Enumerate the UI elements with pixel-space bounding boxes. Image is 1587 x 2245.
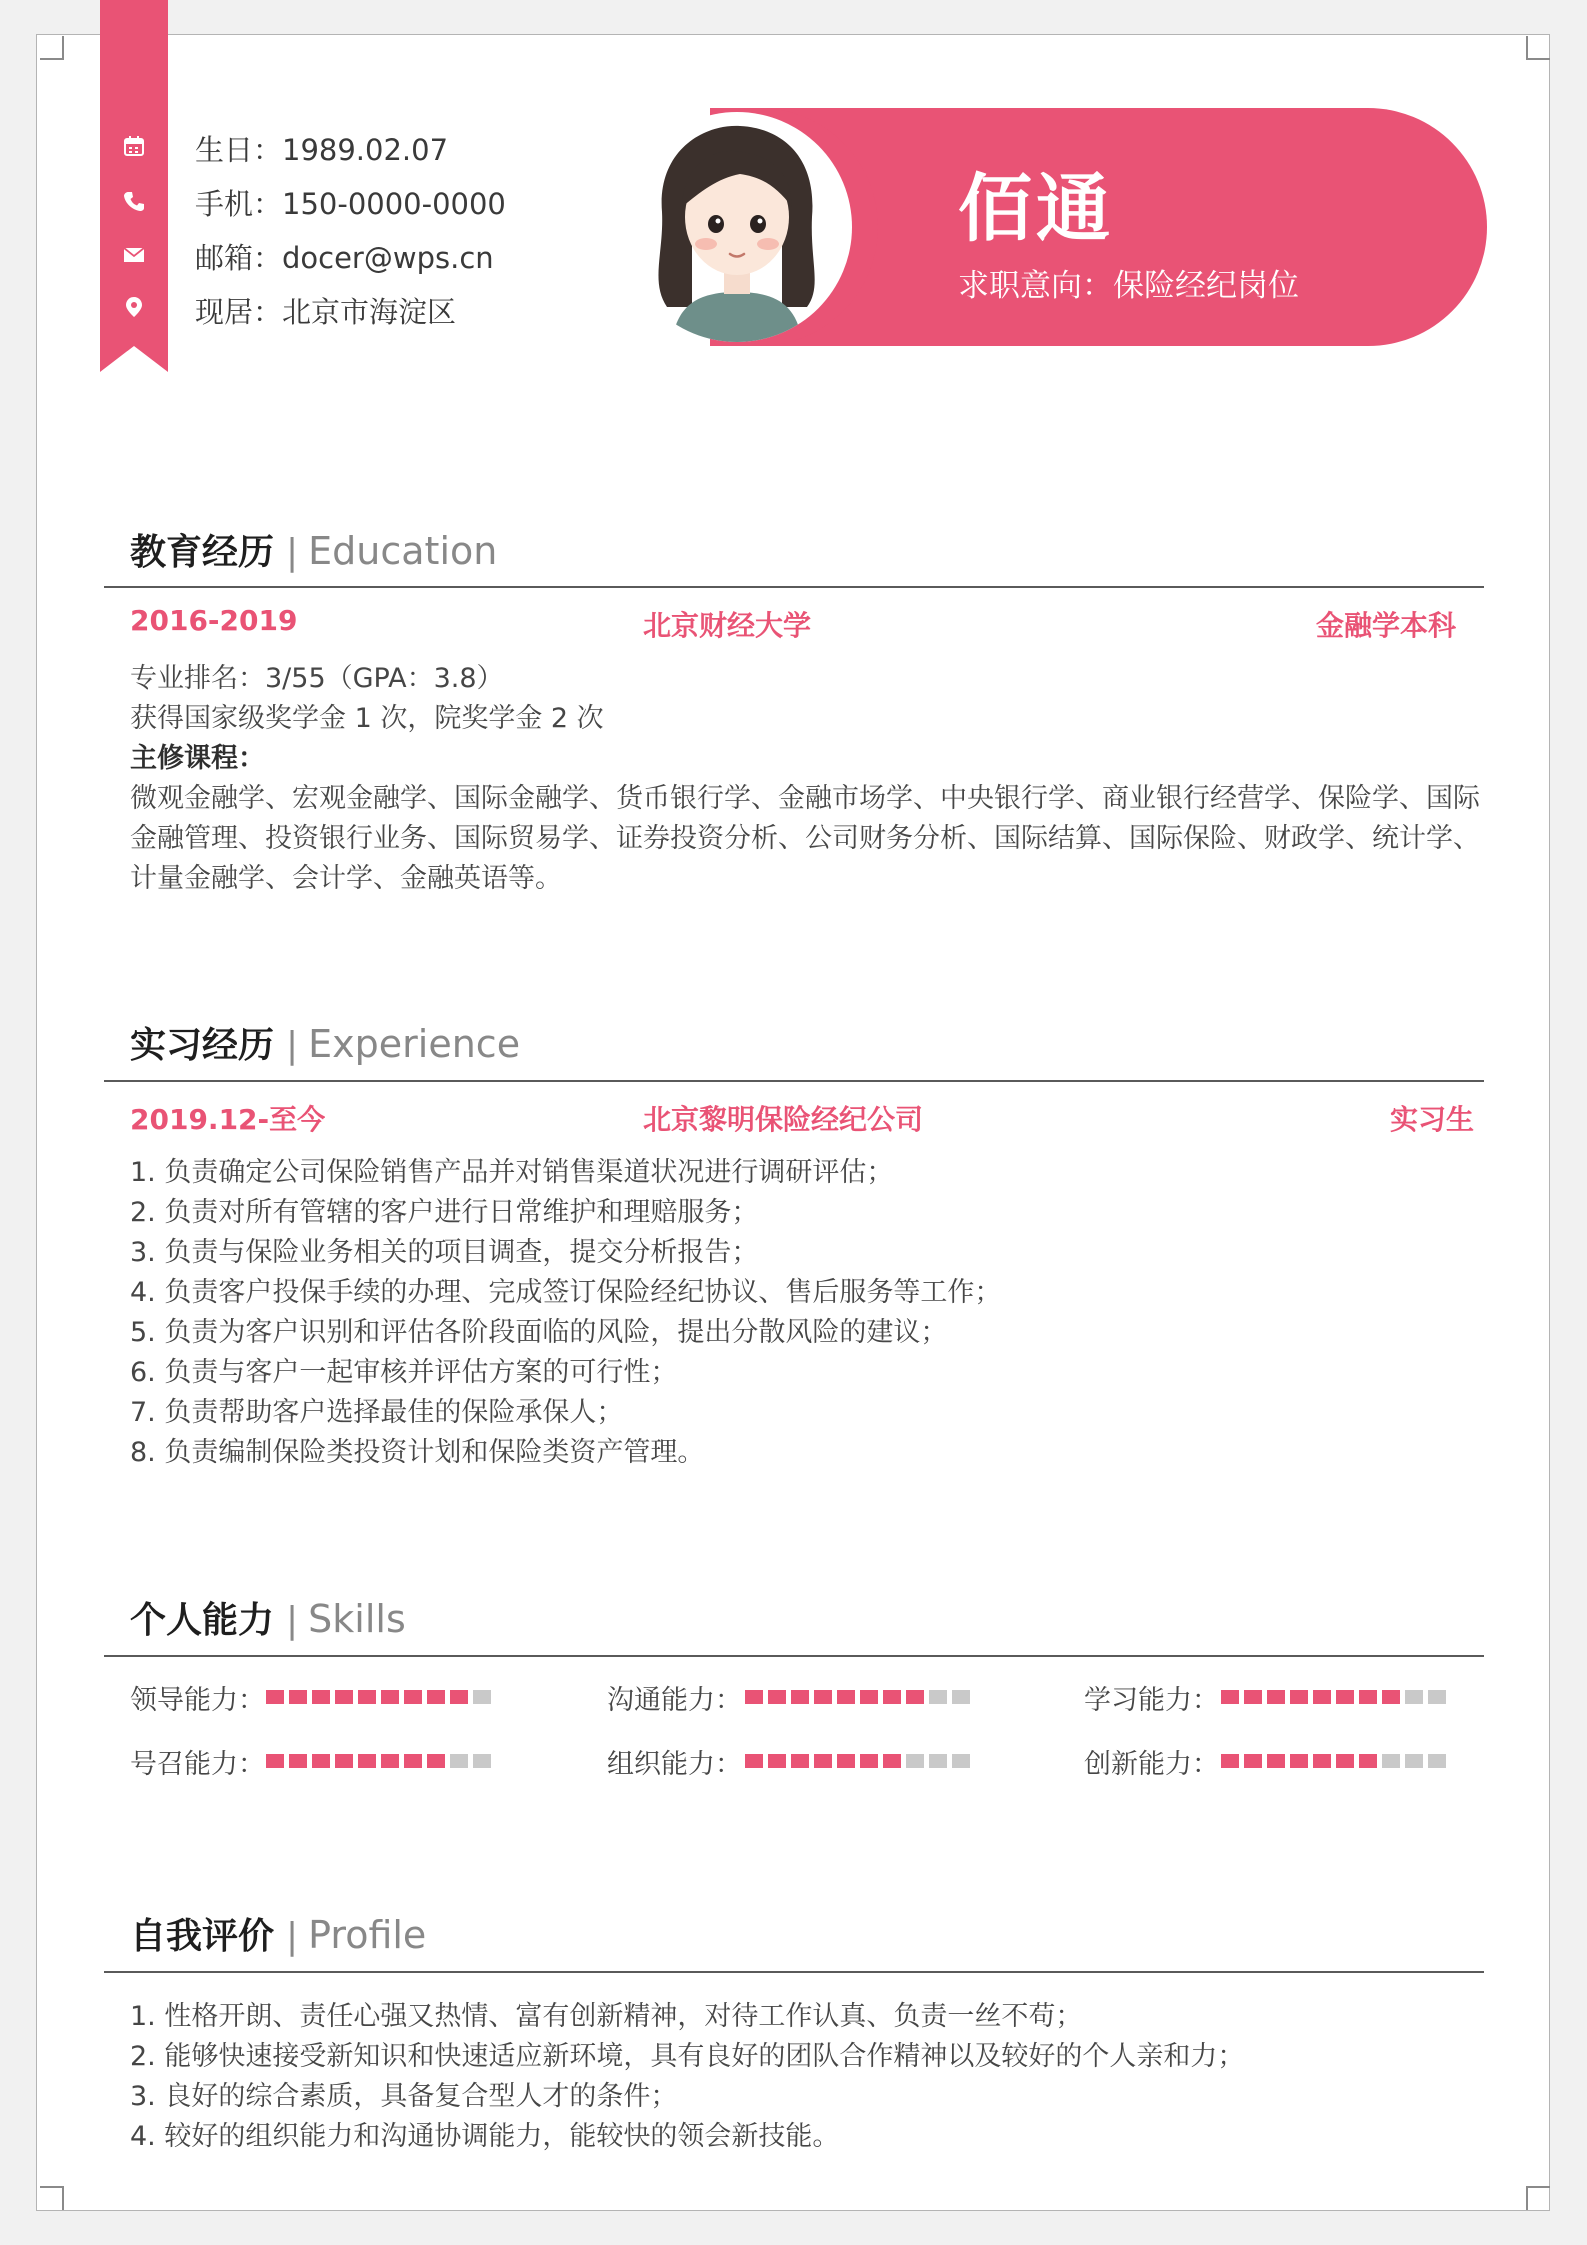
education-line: 专业排名：3/55（GPA：3.8） [130,663,504,694]
residence: 现居：北京市海淀区 [195,295,457,329]
education-school: 北京财经大学 [643,609,812,642]
skill-level-bar [1221,1690,1446,1704]
skill-segment [1313,1754,1331,1768]
skill-level-bar [745,1754,970,1768]
skill-label: 创新能力： [1084,1749,1219,1780]
skill-segment [1405,1754,1423,1768]
section-title-en: Education [308,529,498,573]
skill-segment [289,1754,307,1768]
section-title-zh: 个人能力 [130,1600,275,1641]
skill-segment [1267,1690,1285,1704]
skill-level-bar [1221,1754,1446,1768]
section-divider [104,586,1484,588]
experience-period: 2019.12-至今 [130,1103,326,1136]
skill-segment [1428,1754,1446,1768]
skill-label: 学习能力： [1084,1685,1219,1716]
skill-segment [335,1754,353,1768]
skill-segment [768,1690,786,1704]
skill-segment [1244,1690,1262,1704]
section-title-en: Skills [308,1597,406,1641]
skill-label: 组织能力： [607,1749,742,1780]
education-line: 获得国家级奖学金 1 次，院奖学金 2 次 [130,703,604,734]
skill-segment [906,1754,924,1768]
avatar [622,112,852,342]
skill-segment [952,1690,970,1704]
experience-section-title [130,1017,520,1068]
skill-segment [837,1754,855,1768]
skill-segment [381,1754,399,1768]
skill-label: 号召能力： [130,1749,265,1780]
skill-segment [929,1754,947,1768]
skill-label: 沟通能力： [607,1685,742,1716]
experience-company: 北京黎明保险经纪公司 [643,1103,924,1136]
skill-segment [837,1690,855,1704]
skill-segment [768,1754,786,1768]
skill-level-bar [266,1690,491,1704]
phone: 手机：150-0000-0000 [195,187,506,221]
contact-ribbon [100,0,168,372]
section-title-en: Profile [308,1913,427,1957]
skill-segment [381,1690,399,1704]
skill-segment [929,1690,947,1704]
skill-segment [450,1690,468,1704]
title-separator: | [286,1916,299,1957]
email: 邮箱：docer@wps.cn [195,241,494,275]
skill-segment [427,1754,445,1768]
profile-item: 1. 性格开朗、责任心强又热情、富有创新精神，对待工作认真、负责一丝不苟； [130,2001,1083,2032]
candidate-name: 佰通 [958,166,1114,252]
skill-segment [1336,1754,1354,1768]
section-divider [104,1080,1484,1082]
skill-segment [883,1754,901,1768]
education-section-title [130,524,497,575]
experience-item: 7. 负责帮助客户选择最佳的保险承保人； [130,1397,624,1428]
experience-item: 5. 负责为客户识别和评估各阶段面临的风险，提出分散风险的建议； [130,1317,948,1348]
skill-segment [1382,1690,1400,1704]
experience-item: 1. 负责确定公司保险销售产品并对销售渠道状况进行调研评估； [130,1157,894,1188]
skill-level-bar [266,1754,491,1768]
calendar-icon [123,135,145,157]
skill-segment [1359,1754,1377,1768]
skill-segment [312,1754,330,1768]
profile-item: 3. 良好的综合素质，具备复合型人才的条件； [130,2081,678,2112]
crop-mark [40,36,64,60]
title-separator: | [286,1600,299,1641]
courses-line: 计量金融学、会计学、金融英语等。 [130,863,562,894]
experience-item: 3. 负责与保险业务相关的项目调查，提交分析报告； [130,1237,759,1268]
skill-segment [906,1690,924,1704]
section-title-zh: 自我评价 [130,1916,275,1957]
crop-mark [1526,2186,1550,2210]
skill-segment [1290,1754,1308,1768]
skill-level-bar [745,1690,970,1704]
crop-mark [1526,36,1550,60]
education-degree: 金融学本科 [1316,609,1457,642]
skill-segment [1405,1690,1423,1704]
experience-item: 2. 负责对所有管辖的客户进行日常维护和理赔服务； [130,1197,759,1228]
skill-segment [745,1754,763,1768]
skill-segment [266,1690,284,1704]
skill-segment [289,1690,307,1704]
avatar-illustration [622,112,852,342]
skill-segment [883,1690,901,1704]
skill-segment [1382,1754,1400,1768]
courses-line: 微观金融学、宏观金融学、国际金融学、货币银行学、金融市场学、中央银行学、商业银行经营学、保险学、国际 [130,783,1480,814]
skill-label: 领导能力： [130,1685,265,1716]
birthday: 生日：1989.02.07 [195,133,449,167]
crop-mark [40,2186,64,2210]
skills-section-title [130,1592,406,1643]
skill-segment [335,1690,353,1704]
profile-item: 2. 能够快速接受新知识和快速适应新环境，具有良好的团队合作精神以及较好的个人亲和力； [130,2041,1245,2072]
skill-segment [1221,1754,1239,1768]
location-pin-icon [123,296,145,318]
section-title-en: Experience [308,1022,521,1066]
skill-segment [1336,1690,1354,1704]
skill-segment [860,1754,878,1768]
skill-segment [427,1690,445,1704]
skill-segment [860,1690,878,1704]
skill-segment [745,1690,763,1704]
experience-role: 实习生 [1390,1103,1475,1136]
profile-section-title [130,1908,426,1959]
job-intent: 求职意向：保险经纪岗位 [958,268,1299,304]
section-title-zh: 实习经历 [130,1025,275,1066]
skill-segment [1221,1690,1239,1704]
skill-segment [358,1754,376,1768]
title-separator: | [286,532,299,573]
skill-segment [358,1690,376,1704]
section-divider [104,1971,1484,1973]
skill-segment [404,1690,422,1704]
section-divider [104,1655,1484,1657]
skill-segment [1267,1754,1285,1768]
skill-segment [1359,1690,1377,1704]
skill-segment [1313,1690,1331,1704]
title-separator: | [286,1025,299,1066]
mail-icon [123,244,145,266]
skill-segment [473,1690,491,1704]
skill-segment [266,1754,284,1768]
profile-item: 4. 较好的组织能力和沟通协调能力，能较快的领会新技能。 [130,2121,840,2152]
skill-segment [814,1690,832,1704]
courses-label: 主修课程： [130,743,265,774]
skill-segment [952,1754,970,1768]
skill-segment [1244,1754,1262,1768]
skill-segment [450,1754,468,1768]
skill-segment [814,1754,832,1768]
skill-segment [1428,1690,1446,1704]
skill-segment [473,1754,491,1768]
education-period: 2016-2019 [130,604,298,637]
skill-segment [312,1690,330,1704]
experience-item: 4. 负责客户投保手续的办理、完成签订保险经纪协议、售后服务等工作； [130,1277,1002,1308]
courses-line: 金融管理、投资银行业务、国际贸易学、证券投资分析、公司财务分析、国际结算、国际保险、财政学、统计学、 [130,823,1480,854]
skill-segment [404,1754,422,1768]
skill-segment [1290,1690,1308,1704]
skill-segment [791,1690,809,1704]
experience-item: 8. 负责编制保险类投资计划和保险类资产管理。 [130,1437,705,1468]
experience-item: 6. 负责与客户一起审核并评估方案的可行性； [130,1357,678,1388]
section-title-zh: 教育经历 [130,532,275,573]
skill-segment [791,1754,809,1768]
phone-icon [123,190,145,212]
